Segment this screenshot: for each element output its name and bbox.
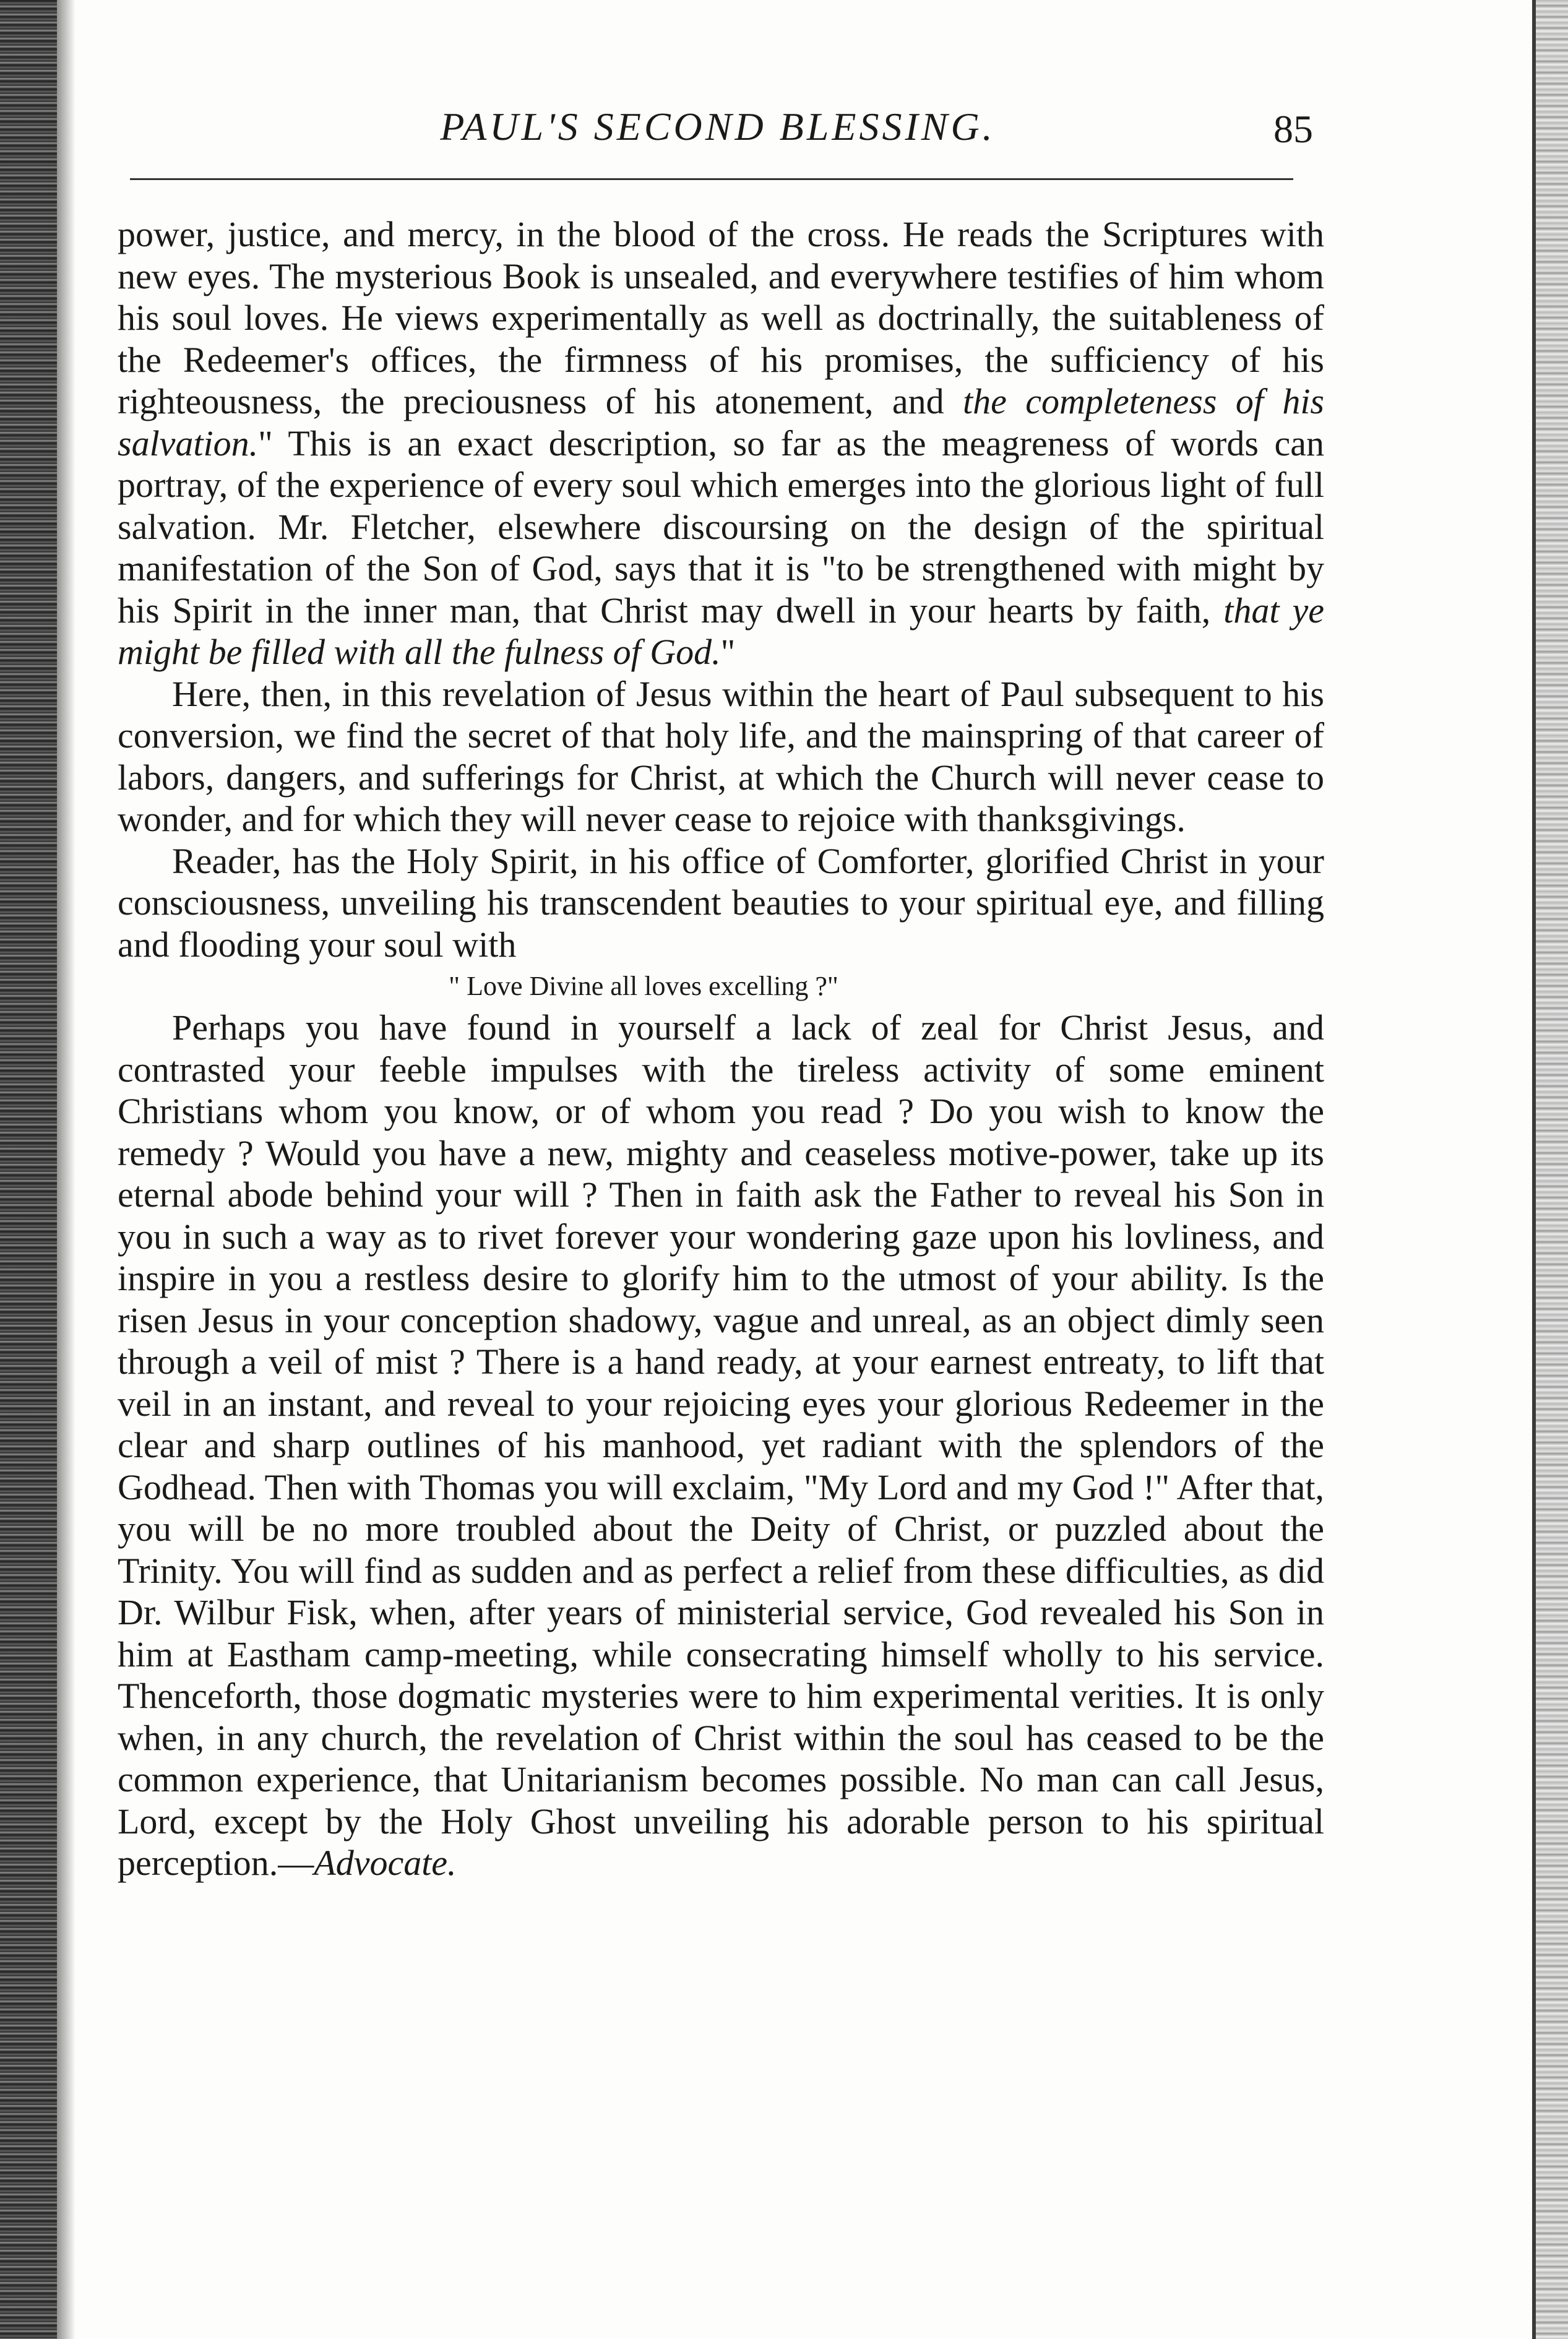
page-edge bbox=[1532, 0, 1568, 2339]
paragraph-1-text-a: power, justice, and mercy, in the blood of the cross. He reads the Scriptures with new eyes. The mysterious Book is unsealed, and everywhere testifies of him whom his soul loves. He views experimentally as well as doctrinally, the suitableness of the Redeemer's offices, the firmness of his promises, the sufficiency of his righteousness, the preciousness of his atonement, and bbox=[118, 214, 1324, 421]
paragraph-4 bbox=[118, 1007, 1324, 1884]
binding-shadow bbox=[57, 0, 75, 2339]
body-text bbox=[118, 213, 1324, 1884]
paragraph-1-text-b: " This is an exact description, so far as the meagreness of words can portray, of the experience of every soul which emerges into the glorious light of full salvation. Mr. Fletcher, elsewhere discoursing on the design of the spiritual manifestation of the Son of God, says that it is "to be strengthened with might by his Spirit in the inner man, that Christ may dwell in your hearts by faith, bbox=[118, 423, 1324, 631]
binding-edge bbox=[0, 0, 57, 2339]
paragraph-3: Reader, has the Holy Spirit, in his office of Comforter, glorified Christ in your consciousness, unveiling his transcendent beauties to your spiritual eye, and filling and flooding your soul with bbox=[118, 840, 1324, 965]
page-header bbox=[130, 93, 1313, 161]
paragraph-1-text-c: " bbox=[720, 632, 736, 672]
running-head: PAUL'S SECOND BLESSING. bbox=[440, 105, 996, 149]
header-rule bbox=[130, 178, 1293, 180]
attribution: Advocate. bbox=[314, 1843, 457, 1883]
paragraph-1 bbox=[118, 213, 1324, 673]
paragraph-2: Here, then, in this revelation of Jesus within the heart of Paul subsequent to his conversion, we find the secret of that holy life, and the mainspring of that career of labors, dangers, and sufferings for Christ, at which the Church will never cease to wonder, and for which they will never cease to rejoice with thanksgivings. bbox=[118, 673, 1324, 839]
paragraph-4-text: Perhaps you have found in yourself a lack of zeal for Christ Jesus, and contrasted your feeble impulses with the tireless activity of some eminent Christians whom you know, or of whom you read ? Do you wish to know the remedy ? Would you have a new, mighty and ceaseless motive-power, take up its eternal abode behind your will ? Then in faith ask the Father to reveal his Son in you in such a way as to rivet forever your wondering gaze upon his lovliness, and inspire in you a restless desire to glorify him to the utmost of your ability. Is the risen Jesus in your conception shadowy, vague and unreal, as an object dimly seen through a veil of mist ? There is a hand ready, at your earnest entreaty, to lift that veil in an instant, and reveal to your rejoicing eyes your glorious Redeemer in the clear and sharp outlines of his manhood, yet radiant with the splendors of the Godhead. Then with Thomas you will exclaim, "My Lord and my God !" After that, you will be no more troubled about the Deity of Christ, or puzzled about the Trinity. You will find as sudden and as perfect a relief from these difficulties, as did Dr. Wilbur Fisk, when, after years of ministerial service, God revealed his Son in him at Eastham camp-meeting, while consecrating himself wholly to his service. Thenceforth, those dogmatic mysteries were to him experimental verities. It is only when, in any church, the revelation of Christ within the soul has ceased to be the common experience, that Unitarianism becomes possible. No man can call Jesus, Lord, except by the Holy Ghost unveiling his adorable person to his spiritual perception.— bbox=[118, 1007, 1324, 1883]
page-number: 85 bbox=[1273, 107, 1313, 151]
paragraph-1-italic-b: that ye might be filled with all the fulness of God. bbox=[118, 590, 1324, 672]
page-edge-line bbox=[1532, 0, 1536, 2339]
hymn-quote: " Love Divine all loves excelling ?" bbox=[449, 971, 838, 1001]
paragraph-1-italic-a: the completeness of his salvation. bbox=[118, 381, 1324, 463]
